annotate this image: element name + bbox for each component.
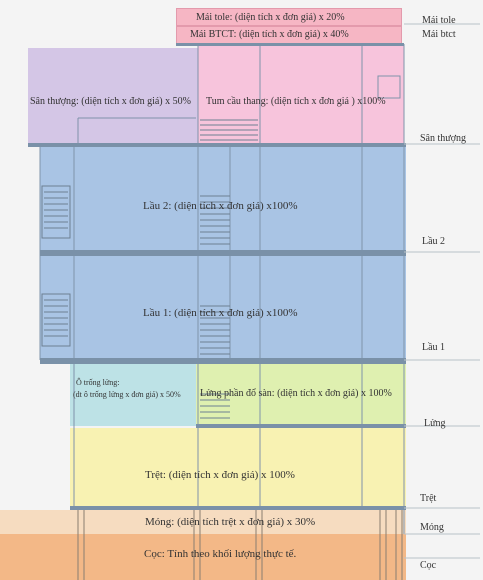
level-label-mong: Móng (420, 522, 444, 533)
label-lau-2: Lầu 2: (diện tích x đơn giá) x100% (143, 200, 298, 212)
label-mong: Móng: (diện tích trệt x đơn giá) x 30% (145, 516, 316, 528)
label-tret: Trệt: (diện tích x đơn giá) x 100% (145, 469, 295, 481)
label-o-trong-lung-title: Ô trống lửng: (76, 378, 120, 387)
label-san-thuong: Sân thượng: (diện tích x đơn giá) x 50% (30, 96, 191, 107)
level-label-mai-tole: Mái tole (422, 15, 456, 26)
label-lau-1: Lầu 1: (diện tích x đơn giá) x100% (143, 307, 298, 319)
level-label-tret: Trệt (420, 493, 437, 504)
level-label-lau-1: Lầu 1 (422, 342, 446, 353)
label-lung-phan-do-san: Lửng phần đổ sàn: (diện tích x đơn giá) x 100% (200, 388, 392, 399)
level-label-lung: Lửng (424, 418, 446, 429)
label-mai-btct: Mái BTCT: (diện tích x đơn giá) x 40% (190, 29, 349, 40)
label-mai-tole: Mái tole: (diện tích x đơn giá) x 20% (196, 12, 345, 23)
label-tum-cau-thang: Tum cầu thang: (diện tích x đơn giá ) x100% (206, 96, 386, 107)
level-label-mai-btct: Mái btct (422, 29, 456, 40)
label-o-trong-lung-detail: (dt ô trống lửng x đơn giá) x 50% (73, 390, 181, 399)
level-label-san-thuong: Sân thượng (420, 133, 466, 144)
label-coc: Cọc: Tính theo khối lượng thực tế. (144, 548, 297, 560)
level-label-lau-2: Lầu 2 (422, 236, 446, 247)
level-label-coc: Cọc (420, 560, 437, 571)
